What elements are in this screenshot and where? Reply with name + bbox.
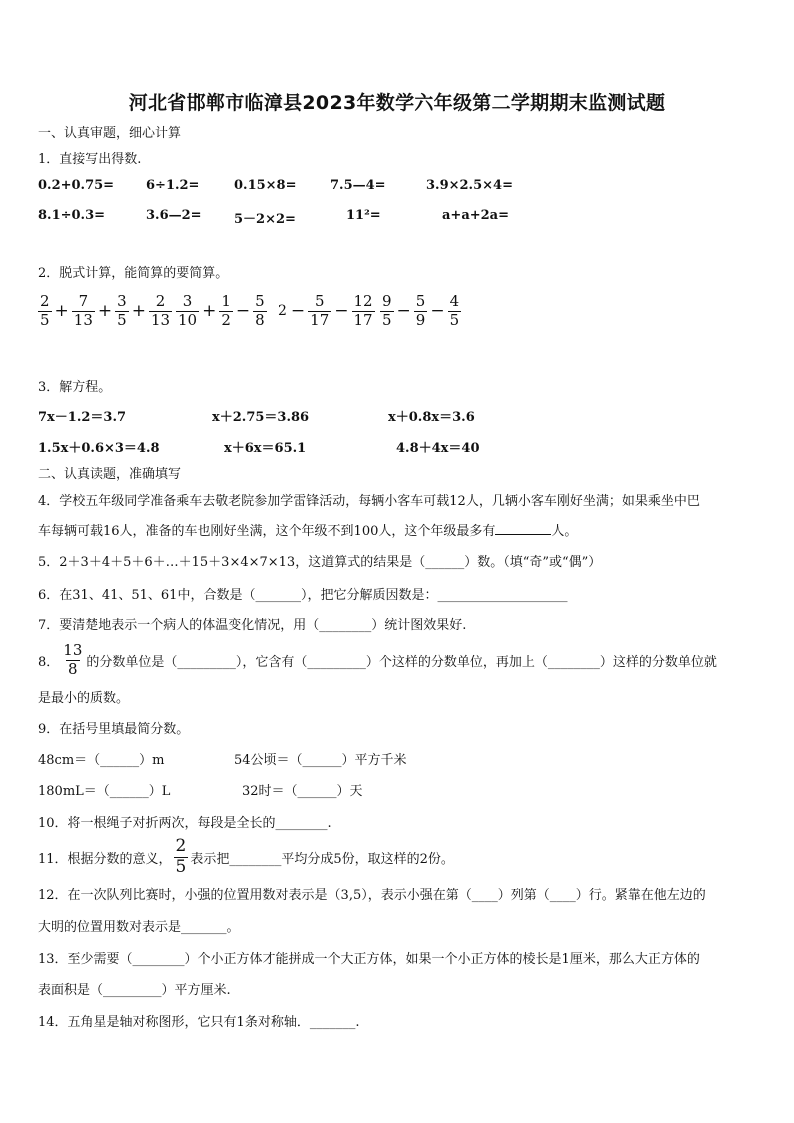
q6-text-part: 6．在31、41、51、61中，合数是（_______），把它分解质因数是： [38,588,438,603]
q11-text-part: 表示把________平均分成5份，取这样的2份。 [190,851,454,867]
q8-number: 8． [38,654,60,670]
q1-item: 8.1÷0.3= [38,208,106,223]
fraction: $\frac{2}{5}$ [175,836,187,877]
q9-label: 9．在括号里填最简分数。 [38,722,190,737]
q13-text: 13．至少需要（________）个小正方体才能拼成一个大正方体，如果一个小正方体的棱长是1厘米，那么大正方体的 [38,952,700,967]
q2-expression-2 [174,294,269,329]
equation: x＋0.8x＝3.6 [388,410,475,425]
answer-blank[interactable]: ____________________ [437,588,568,603]
q1-item: 7.5—4= [330,178,386,193]
equation: 7x－1.2＝3.7 [38,410,127,425]
q2-label: 2．脱式计算，能简算的要简算。 [38,266,229,281]
operator: + [202,301,217,322]
operator: + [97,301,113,322]
q4-text-part: 车每辆可载16人，准备的车也刚好坐满，这个年级不到100人，这个年级最多有 [38,524,496,539]
q1-item: 3.9×2.5×4= [426,178,513,193]
q1-item: a+a+2a= [442,208,509,223]
answer-blank[interactable] [495,522,551,535]
operator: + [54,301,69,322]
integer: 2 [278,303,287,320]
operator: − [430,301,445,322]
equation: x＋6x＝65.1 [224,441,307,456]
equation: x＋2.75＝3.86 [212,410,310,425]
q9-item: 54公顷＝（______）平方千米 [234,753,407,768]
q2-expression-1 [36,294,174,329]
equation: 1.5x＋0.6×3＝4.8 [38,441,160,456]
section-1-heading: 一、认真审题，细心计算 [38,126,182,141]
q8-text-part: 的分数单位是（_________），它含有（_________）个这样的分数单位，再加上（________）这样的分数单位就 [86,654,717,670]
q13-text-cont: 表面积是（_________）平方厘米. [38,983,231,998]
fraction: $\frac{4}{5}$ [449,292,460,329]
equation: 4.8＋4x＝40 [396,441,480,456]
q8-text-cont: 是最小的质数。 [38,691,130,706]
fraction: $\frac{5}{8}$ [255,292,265,329]
fraction: $\frac{9}{5}$ [382,292,392,329]
q1-item: 11²= [346,208,381,223]
fraction: $\frac{2}{5}$ [40,292,50,329]
operator: − [396,301,411,322]
q9-item: 180mL＝（______）L [38,784,171,799]
q4-text: 4．学校五年级同学准备乘车去敬老院参加学雷锋活动，每辆小客车可载12人，几辆小客车刚好坐满；如果乘坐中巴 [38,494,700,509]
operator: − [235,301,251,322]
q12-text: 12．在一次队列比赛时，小强的位置用数对表示是（3,5），表示小强在第（____）列第（____）行。紧靠在他左边的 [38,888,706,903]
fraction: $\frac{2}{13}$ [150,292,171,329]
q11-text [38,838,454,877]
fraction: $\frac{5}{9}$ [415,292,426,329]
fraction: $\frac{3}{10}$ [178,292,198,329]
q7-text: 7．要清楚地表示一个病人的体温变化情况，用（________）统计图效果好. [38,618,467,633]
operator: − [334,301,349,322]
q4-text [38,520,577,539]
q1-item: 0.15×8= [234,178,297,193]
q4-text-part: 人。 [551,524,578,539]
fraction: $\frac{1}{2}$ [221,292,231,329]
q2-expression-4 [378,294,463,329]
fraction: $\frac{13}{8}$ [63,641,83,678]
operator: − [290,301,306,322]
q1-item: 0.2+0.75= [38,178,115,193]
q1-item: 6÷1.2= [146,178,200,193]
q6-text [38,584,567,603]
fraction: $\frac{7}{13}$ [73,292,93,329]
q8-text [38,643,717,678]
q12-text-cont: 大明的位置用数对表示是_______。 [38,920,240,935]
q2-expression-3 [278,294,377,329]
q11-text-part: 11．根据分数的意义， [38,851,172,867]
operator: + [131,301,146,322]
page-title: 河北省邯郸市临漳县2023年数学六年级第二学期期末监测试题 [128,92,666,114]
q9-item: 32时＝（______）天 [242,784,363,799]
section-2-heading: 二、认真读题，准确填写 [38,467,182,482]
q5-text: 5．2＋3＋4＋5＋6＋…＋15＋3×4×7×13，这道算式的结果是（______）数。（填“奇”或“偶”） [38,555,602,570]
fraction: $\frac{12}{17}$ [353,292,373,329]
q1-label: 1．直接写出得数. [38,152,142,167]
q14-text: 14．五角星是轴对称图形，它只有1条对称轴．_______. [38,1015,360,1030]
q1-item: 5－2×2= [234,212,296,227]
q10-text: 10．将一根绳子对折两次，每段是全长的________. [38,816,332,831]
q1-item: 3.6—2= [146,208,202,223]
q9-item: 48cm＝（______）m [38,753,165,768]
fraction: $\frac{3}{5}$ [117,292,127,329]
fraction: $\frac{5}{17}$ [310,292,330,329]
q3-label: 3．解方程。 [38,380,112,395]
